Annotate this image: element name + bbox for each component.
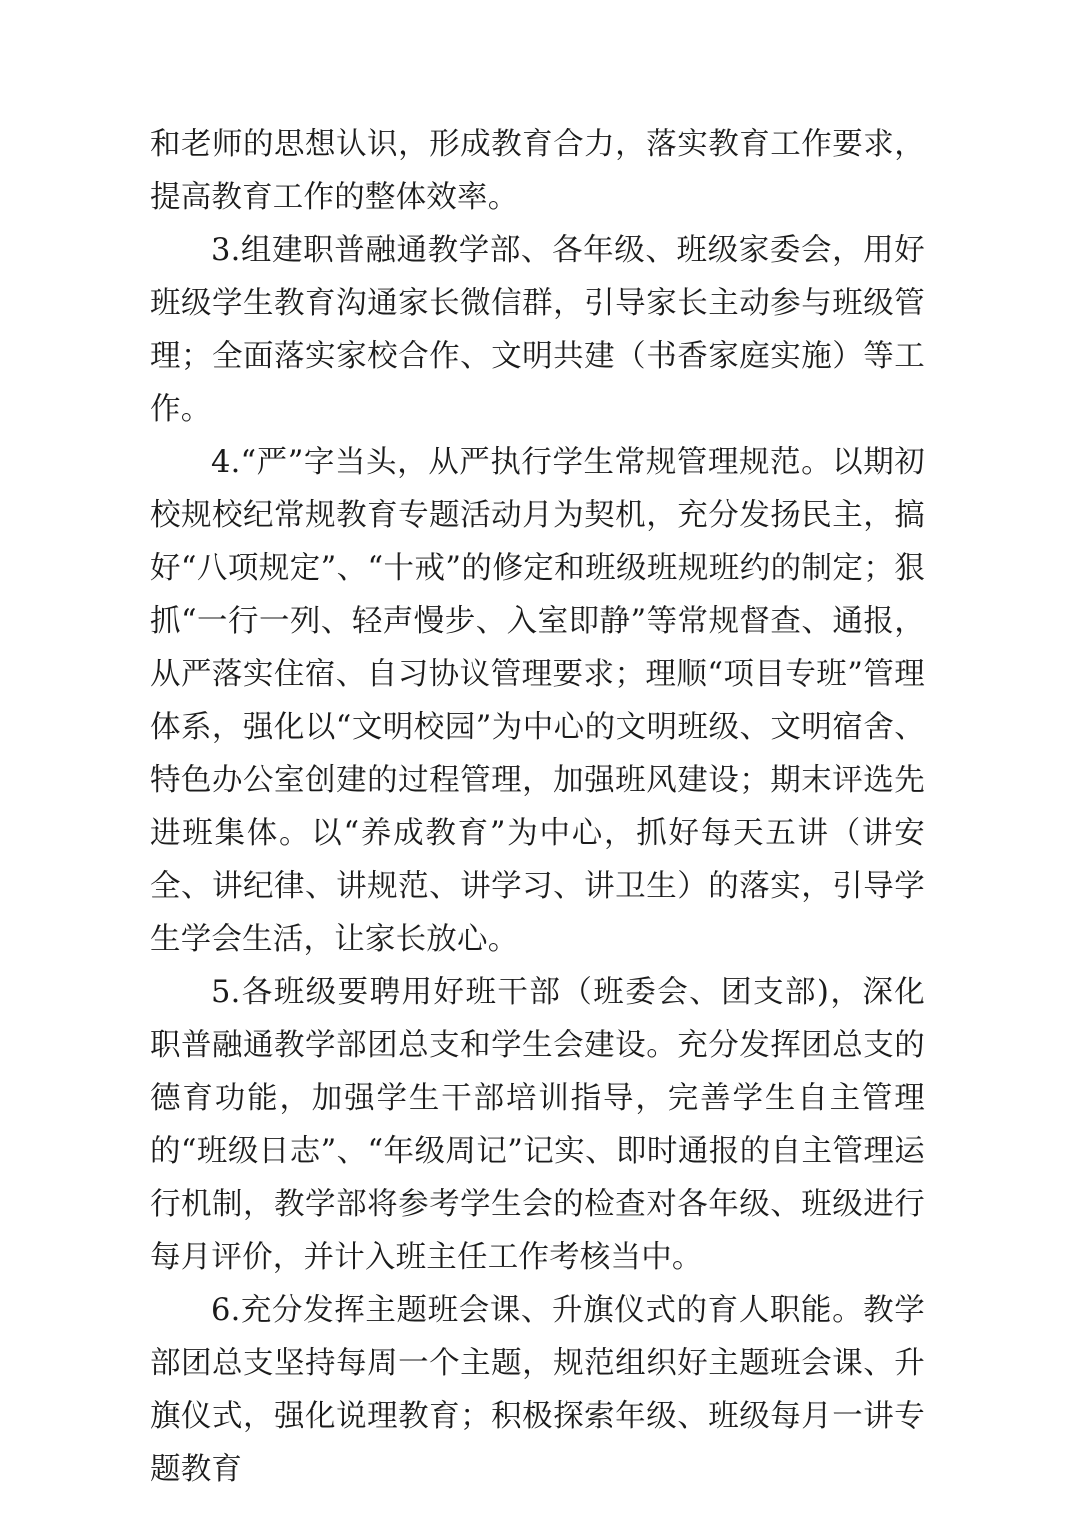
document-body xyxy=(150,118,925,1496)
paragraph-continued: 和老师的思想认识，形成教育合力，落实教育工作要求，提高教育工作的整体效率。 xyxy=(150,127,925,215)
paragraph-item-5: 5.各班级要聘用好班干部（班委会、团支部)，深化职普融通教学部团总支和学生会建设。充分发挥团总支的德育功能，加强学生干部培训指导，完善学生自主管理的“班级日志”、“年级周记”记实、即时通报的自主管理运行机制，教学部将参考学生会的检查对各年级、班级进行每月评价，并计入班主任工作考核当中。 xyxy=(150,975,925,1275)
paragraph-item-4: 4.“严”字当头，从严执行学生常规管理规范。以期初校规校纪常规教育专题活动月为契机，充分发扬民主，搞好“八项规定”、“十戒”的修定和班级班规班约的制定；狠抓“一行一列、轻声慢步、入室即静”等常规督查、通报，从严落实住宿、自习协议管理要求；理顺“项目专班”管理体系，强化以“文明校园”为中心的文明班级、文明宿舍、特色办公室创建的过程管理，加强班风建设；期末评选先进班集体。以“养成教育”为中心，抓好每天五讲（讲安全、讲纪律、讲规范、讲学习、讲卫生）的落实，引导学生学会生活，让家长放心。 xyxy=(150,445,925,957)
paragraph-item-6: 6.充分发挥主题班会课、升旗仪式的育人职能。教学部团总支坚持每周一个主题，规范组织好主题班会课、升旗仪式，强化说理教育；积极探索年级、班级每月一讲专题教育 xyxy=(150,1293,925,1487)
paragraph-item-3: 3.组建职普融通教学部、各年级、班级家委会，用好班级学生教育沟通家长微信群，引导家长主动参与班级管理；全面落实家校合作、文明共建（书香家庭实施）等工作。 xyxy=(150,233,925,427)
